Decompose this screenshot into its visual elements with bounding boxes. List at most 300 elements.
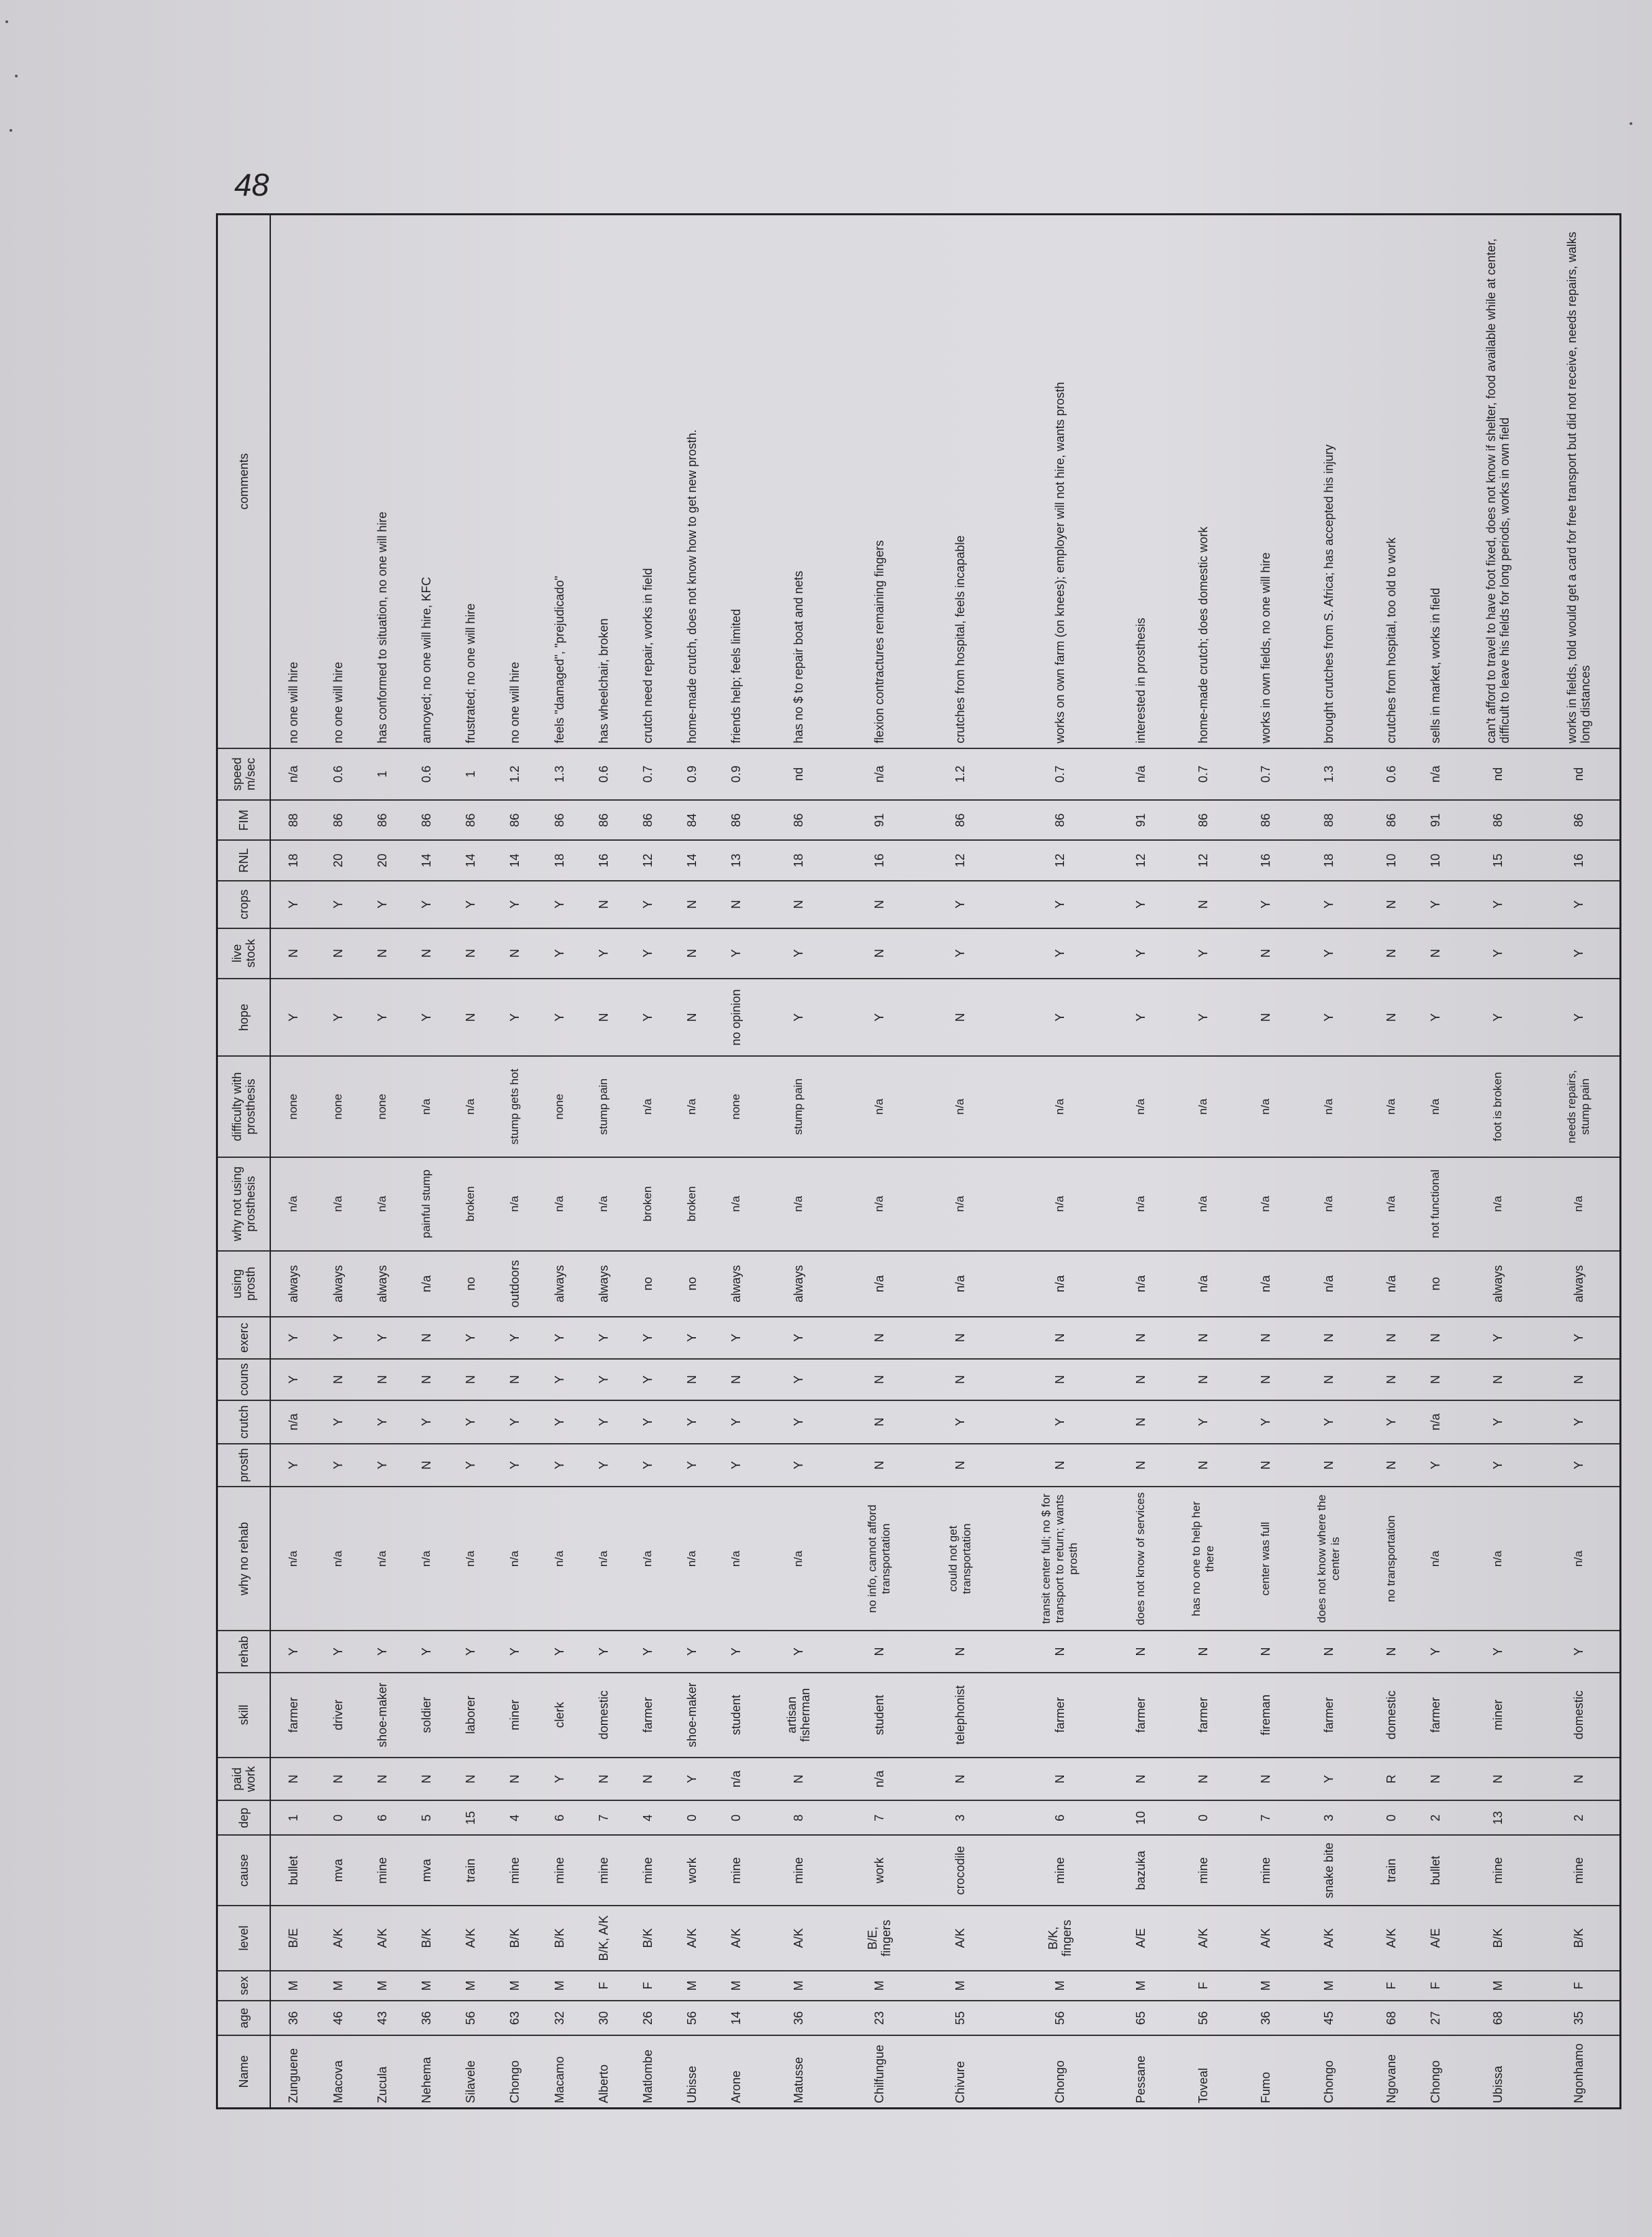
- table-cell: Y: [316, 881, 361, 928]
- name-cell: Zunguene: [287, 2048, 301, 2103]
- table-cell: 7: [839, 1800, 920, 1835]
- scan-speck: [10, 129, 12, 132]
- table-cell: 68: [1369, 2001, 1413, 2035]
- table-cell: always: [1539, 1251, 1620, 1317]
- table-cell: 86: [581, 800, 625, 840]
- name-cell: Chivure: [953, 2060, 968, 2103]
- table-cell: driver: [316, 1673, 361, 1758]
- table-cell: needs repairs, stump pain: [1539, 1056, 1620, 1157]
- table-cell: Y: [1413, 1631, 1457, 1672]
- table-cell: Y: [537, 881, 581, 928]
- table-cell: N: [361, 928, 405, 979]
- table-cell: Y: [361, 979, 405, 1056]
- table-cell: Y: [920, 1400, 1001, 1444]
- table-cell: N: [316, 1359, 361, 1400]
- table-cell: B/K: [1457, 1906, 1538, 1970]
- table-cell: mine: [758, 1835, 839, 1906]
- table-cell: Y: [1457, 1317, 1538, 1358]
- table-cell: 0.7: [1244, 748, 1288, 800]
- header-row: [218, 215, 270, 2107]
- table-cell: n/a: [839, 1758, 920, 1801]
- table-row: [1119, 215, 1163, 2107]
- column-header: difficulty with prosthesis: [218, 1056, 270, 1157]
- table-cell: miner: [493, 1673, 537, 1758]
- table-cell: N: [581, 881, 625, 928]
- table-cell: does not know where the center is: [1288, 1487, 1369, 1631]
- column-header: why no rehab: [218, 1487, 270, 1631]
- table-cell: n/a: [714, 1487, 758, 1631]
- table-row: [714, 215, 758, 2107]
- table-cell: n/a: [316, 1157, 361, 1251]
- table-cell: 23: [839, 2001, 920, 2035]
- table-cell: mine: [625, 1835, 669, 1906]
- name-cell: Fumo: [1259, 2071, 1273, 2103]
- table-cell: 86: [493, 800, 537, 840]
- table-cell: A/E: [1119, 1906, 1163, 1970]
- table-cell: broken: [669, 1157, 714, 1251]
- table-cell: N: [361, 1359, 405, 1400]
- table-cell: N: [669, 928, 714, 979]
- table-cell: N: [1288, 1631, 1369, 1672]
- table-cell: bazuka: [1119, 1835, 1163, 1906]
- table-cell: 16: [581, 840, 625, 880]
- table-cell: n/a: [316, 1487, 361, 1631]
- table-cell: Y: [1119, 979, 1163, 1056]
- comment-cell: annoyed; no one will hire, KFC: [405, 215, 449, 748]
- table-cell: N: [669, 1359, 714, 1400]
- table-cell: n/a: [493, 1487, 537, 1631]
- table-cell: Y: [581, 1400, 625, 1444]
- table-cell: Y: [1001, 979, 1118, 1056]
- table-cell: Y: [1539, 928, 1620, 979]
- table-cell: N: [1288, 1444, 1369, 1487]
- table-cell: N: [1163, 1444, 1244, 1487]
- table-cell: B/E, fingers: [839, 1906, 920, 1970]
- table-cell: N: [405, 928, 449, 979]
- table-cell: none: [316, 1056, 361, 1157]
- table-cell: n/a: [714, 1758, 758, 1801]
- table-cell: F: [1163, 1971, 1244, 2001]
- table-cell: Y: [537, 1631, 581, 1672]
- table-cell: foot is broken: [1457, 1056, 1538, 1157]
- table-cell: mine: [1163, 1835, 1244, 1906]
- table-cell: bullet: [270, 1835, 316, 1906]
- table-cell: M: [758, 1971, 839, 2001]
- table-cell: 88: [270, 800, 316, 840]
- table-cell: A/K: [669, 1906, 714, 1970]
- amputee-survey-table: [218, 215, 1619, 2107]
- table-cell: Y: [316, 1317, 361, 1358]
- table-cell: M: [537, 1971, 581, 2001]
- table-body: [270, 215, 1619, 2107]
- column-header: exerc: [218, 1317, 270, 1358]
- table-cell: 2: [1539, 1800, 1620, 1835]
- table-cell: n/a: [1457, 1157, 1538, 1251]
- column-header: prosth: [218, 1444, 270, 1487]
- table-cell: N: [1163, 1758, 1244, 1801]
- table-cell: n/a: [1288, 1056, 1369, 1157]
- table-cell: 86: [625, 800, 669, 840]
- table-cell: R: [1369, 1758, 1413, 1801]
- table-cell: 56: [449, 2001, 493, 2035]
- table-cell: n/a: [270, 1487, 316, 1631]
- table-cell: 0.6: [405, 748, 449, 800]
- table-cell: Y: [270, 881, 316, 928]
- table-cell: M: [1244, 1971, 1288, 2001]
- table-cell: N: [1457, 1758, 1538, 1801]
- table-cell: 35: [1539, 2001, 1620, 2035]
- table-cell: A/K: [1244, 1906, 1288, 1970]
- table-cell: Y: [537, 1317, 581, 1358]
- table-cell: M: [839, 1971, 920, 2001]
- column-header: speed m/sec: [218, 748, 270, 800]
- table-cell: Y: [839, 979, 920, 1056]
- table-cell: 13: [1457, 1800, 1538, 1835]
- table-cell: mine: [361, 1835, 405, 1906]
- table-cell: 0.6: [316, 748, 361, 800]
- table-cell: n/a: [537, 1157, 581, 1251]
- table-cell: M: [1457, 1971, 1538, 2001]
- data-table-frame: [216, 213, 1621, 2109]
- table-cell: Y: [1163, 979, 1244, 1056]
- table-row: [405, 215, 449, 2107]
- table-cell: n/a: [1413, 1487, 1457, 1631]
- table-cell: stump gets hot: [493, 1056, 537, 1157]
- table-cell: none: [270, 1056, 316, 1157]
- page-number: 48: [234, 167, 270, 202]
- table-cell: Y: [361, 881, 405, 928]
- table-cell: N: [449, 928, 493, 979]
- table-cell: Y: [1539, 1444, 1620, 1487]
- table-cell: N: [405, 1444, 449, 1487]
- comment-cell: works on own farm (on knees); employer will not hire, wants prosth: [1001, 215, 1118, 748]
- table-cell: N: [920, 979, 1001, 1056]
- table-cell: n/a: [1457, 1487, 1538, 1631]
- table-row: [316, 215, 361, 2107]
- table-cell: 91: [1119, 800, 1163, 840]
- column-header: couns: [218, 1359, 270, 1400]
- table-cell: Y: [493, 979, 537, 1056]
- table-cell: N: [1163, 1317, 1244, 1358]
- table-cell: domestic: [1369, 1673, 1413, 1758]
- table-cell: N: [714, 881, 758, 928]
- table-cell: n/a: [1539, 1157, 1620, 1251]
- table-cell: N: [361, 1758, 405, 1801]
- table-cell: B/E: [270, 1906, 316, 1970]
- table-cell: n/a: [920, 1157, 1001, 1251]
- table-cell: no transportation: [1369, 1487, 1413, 1631]
- comment-cell: home-made crutch, does not know how to get new prosth.: [669, 215, 714, 748]
- scan-speck: [15, 75, 18, 77]
- table-cell: 0: [1163, 1800, 1244, 1835]
- table-cell: N: [839, 881, 920, 928]
- table-cell: 86: [1539, 800, 1620, 840]
- table-cell: 1: [270, 1800, 316, 1835]
- table-cell: 86: [537, 800, 581, 840]
- name-cell: Chongo: [1428, 2060, 1442, 2103]
- table-cell: Y: [1288, 1758, 1369, 1801]
- table-cell: n/a: [839, 1251, 920, 1317]
- table-cell: M: [920, 1971, 1001, 2001]
- table-cell: 56: [1163, 2001, 1244, 2035]
- table-cell: 0.6: [1369, 748, 1413, 800]
- column-header: sex: [218, 1971, 270, 2001]
- column-header: RNL: [218, 840, 270, 880]
- comment-cell: crutches from hospital, too old to work: [1369, 215, 1413, 748]
- table-cell: n/a: [1244, 1157, 1288, 1251]
- table-cell: Y: [316, 979, 361, 1056]
- table-cell: Y: [581, 928, 625, 979]
- table-cell: work: [839, 1835, 920, 1906]
- table-cell: F: [1539, 1971, 1620, 2001]
- comment-cell: no one will hire: [316, 215, 361, 748]
- table-cell: Y: [1457, 928, 1538, 979]
- table-cell: Y: [493, 1317, 537, 1358]
- table-cell: 20: [316, 840, 361, 880]
- column-header: crutch: [218, 1400, 270, 1444]
- table-cell: 36: [1244, 2001, 1288, 2035]
- table-cell: Y: [1119, 881, 1163, 928]
- table-cell: always: [714, 1251, 758, 1317]
- table-cell: n/a: [361, 1487, 405, 1631]
- table-cell: 5: [405, 1800, 449, 1835]
- table-cell: transit center full; no $ for transport to return; wants prosth: [1001, 1487, 1118, 1631]
- table-cell: Y: [1119, 928, 1163, 979]
- name-cell: Ngovane: [1384, 2054, 1398, 2103]
- table-cell: B/K: [537, 1906, 581, 1970]
- table-cell: Y: [316, 1444, 361, 1487]
- table-cell: n/a: [1163, 1157, 1244, 1251]
- table-cell: 7: [1244, 1800, 1288, 1835]
- table-cell: nd: [1539, 748, 1620, 800]
- table-row: [493, 215, 537, 2107]
- table-cell: shoe-maker: [669, 1673, 714, 1758]
- column-header: live stock: [218, 928, 270, 979]
- table-cell: N: [1001, 1359, 1118, 1400]
- table-cell: 6: [1001, 1800, 1118, 1835]
- table-cell: Y: [920, 881, 1001, 928]
- table-cell: mine: [1539, 1835, 1620, 1906]
- table-cell: could not get transportation: [920, 1487, 1001, 1631]
- table-cell: 27: [1413, 2001, 1457, 2035]
- table-cell: n/a: [1539, 1487, 1620, 1631]
- table-cell: 86: [405, 800, 449, 840]
- table-cell: n/a: [758, 1487, 839, 1631]
- table-cell: has no one to help her there: [1163, 1487, 1244, 1631]
- table-cell: domestic: [581, 1673, 625, 1758]
- table-cell: M: [1119, 1971, 1163, 2001]
- comment-cell: frustrated; no one will hire: [449, 215, 493, 748]
- table-cell: N: [1539, 1758, 1620, 1801]
- table-cell: N: [316, 928, 361, 979]
- table-cell: N: [1001, 1758, 1118, 1801]
- table-cell: mine: [1244, 1835, 1288, 1906]
- table-cell: mine: [581, 1835, 625, 1906]
- table-cell: 0.7: [625, 748, 669, 800]
- table-row: [758, 215, 839, 2107]
- name-cell: Matusse: [791, 2056, 805, 2103]
- table-cell: 86: [714, 800, 758, 840]
- table-cell: n/a: [1001, 1056, 1118, 1157]
- table-row: [839, 215, 920, 2107]
- table-cell: N: [1369, 1359, 1413, 1400]
- table-cell: 10: [1413, 840, 1457, 880]
- table-cell: N: [1369, 928, 1413, 979]
- table-cell: Y: [669, 1317, 714, 1358]
- table-cell: Y: [714, 1444, 758, 1487]
- table-row: [1369, 215, 1413, 2107]
- table-cell: Y: [270, 1317, 316, 1358]
- column-header: level: [218, 1906, 270, 1970]
- table-cell: F: [625, 1971, 669, 2001]
- table-cell: Y: [493, 1631, 537, 1672]
- table-cell: student: [714, 1673, 758, 1758]
- table-cell: B/K: [625, 1906, 669, 1970]
- table-cell: A/K: [1288, 1906, 1369, 1970]
- scan-speck: [1630, 122, 1632, 125]
- comment-cell: home-made crutch; does domestic work: [1163, 215, 1244, 748]
- table-row: [1413, 215, 1457, 2107]
- table-cell: 15: [449, 1800, 493, 1835]
- table-cell: Y: [1457, 1631, 1538, 1672]
- table-cell: Y: [758, 928, 839, 979]
- table-cell: 86: [361, 800, 405, 840]
- table-cell: mine: [1001, 1835, 1118, 1906]
- table-cell: N: [1244, 928, 1288, 979]
- table-cell: N: [1369, 1317, 1413, 1358]
- table-cell: n/a: [405, 1251, 449, 1317]
- table-cell: Y: [625, 928, 669, 979]
- table-cell: Y: [316, 1400, 361, 1444]
- table-cell: Y: [449, 1631, 493, 1672]
- table-cell: N: [1244, 1631, 1288, 1672]
- table-cell: Y: [405, 979, 449, 1056]
- table-cell: N: [449, 1758, 493, 1801]
- table-cell: n/a: [1369, 1251, 1413, 1317]
- table-cell: M: [361, 1971, 405, 2001]
- table-cell: N: [758, 881, 839, 928]
- table-cell: 86: [1457, 800, 1538, 840]
- comment-cell: brought crutches from S. Africa; has accepted his injury: [1288, 215, 1369, 748]
- table-cell: farmer: [1001, 1673, 1118, 1758]
- table-cell: Y: [920, 928, 1001, 979]
- table-cell: farmer: [1288, 1673, 1369, 1758]
- table-cell: 30: [581, 2001, 625, 2035]
- table-cell: Y: [625, 1444, 669, 1487]
- table-row: [920, 215, 1001, 2107]
- table-cell: none: [714, 1056, 758, 1157]
- table-row: [1163, 215, 1244, 2107]
- table-cell: 10: [1369, 840, 1413, 880]
- table-cell: Y: [1288, 928, 1369, 979]
- table-cell: 56: [1001, 2001, 1118, 2035]
- table-cell: n/a: [1288, 1251, 1369, 1317]
- table-cell: 20: [361, 840, 405, 880]
- table-cell: 86: [316, 800, 361, 840]
- table-cell: work: [669, 1835, 714, 1906]
- table-cell: 12: [1001, 840, 1118, 880]
- table-cell: Y: [1539, 1631, 1620, 1672]
- column-header: cause: [218, 1835, 270, 1906]
- table-cell: Y: [758, 979, 839, 1056]
- table-cell: 16: [839, 840, 920, 880]
- table-cell: Y: [669, 1631, 714, 1672]
- table-cell: laborer: [449, 1673, 493, 1758]
- table-cell: crocodile: [920, 1835, 1001, 1906]
- table-cell: F: [1369, 1971, 1413, 2001]
- table-cell: 3: [920, 1800, 1001, 1835]
- table-cell: clerk: [537, 1673, 581, 1758]
- table-cell: 91: [1413, 800, 1457, 840]
- table-cell: n/a: [1369, 1056, 1413, 1157]
- table-cell: N: [1413, 1359, 1457, 1400]
- table-cell: n/a: [405, 1056, 449, 1157]
- table-cell: Y: [1288, 979, 1369, 1056]
- table-cell: N: [839, 1359, 920, 1400]
- table-cell: Y: [361, 1444, 405, 1487]
- column-header: comments: [218, 215, 270, 748]
- table-cell: 3: [1288, 1800, 1369, 1835]
- table-cell: mva: [316, 1835, 361, 1906]
- comment-cell: works in fields, told would get a card for free transport but did not receive, needs repairs, walks long distances: [1539, 215, 1620, 748]
- table-cell: center was full: [1244, 1487, 1288, 1631]
- column-header: hope: [218, 979, 270, 1056]
- table-cell: Y: [493, 881, 537, 928]
- table-row: [1244, 215, 1288, 2107]
- table-cell: n/a: [1244, 1056, 1288, 1157]
- table-cell: 6: [361, 1800, 405, 1835]
- table-cell: Y: [405, 1631, 449, 1672]
- table-row: [581, 215, 625, 2107]
- table-cell: N: [1413, 928, 1457, 979]
- column-header: skill: [218, 1673, 270, 1758]
- table-cell: Y: [1539, 881, 1620, 928]
- table-row: [1288, 215, 1369, 2107]
- table-row: [669, 215, 714, 2107]
- table-cell: A/E: [1413, 1906, 1457, 1970]
- table-cell: n/a: [1413, 1056, 1457, 1157]
- table-cell: Y: [1539, 1317, 1620, 1358]
- name-cell: Matlombe: [640, 2049, 655, 2103]
- table-cell: n/a: [1413, 1400, 1457, 1444]
- name-cell: Silavele: [464, 2060, 478, 2103]
- table-cell: Y: [1369, 1400, 1413, 1444]
- comment-cell: sells in market, works in field: [1413, 215, 1457, 748]
- table-cell: 16: [1539, 840, 1620, 880]
- table-cell: N: [493, 1758, 537, 1801]
- table-row: [270, 215, 316, 2107]
- comment-cell: friends help; feels limited: [714, 215, 758, 748]
- table-cell: 12: [625, 840, 669, 880]
- table-cell: 36: [405, 2001, 449, 2035]
- table-cell: N: [1244, 1359, 1288, 1400]
- table-cell: Y: [625, 979, 669, 1056]
- table-cell: n/a: [1369, 1157, 1413, 1251]
- table-cell: Y: [581, 1444, 625, 1487]
- table-cell: Y: [758, 1317, 839, 1358]
- table-cell: 86: [1001, 800, 1118, 840]
- comment-cell: works in own fields, no one will hire: [1244, 215, 1288, 748]
- table-cell: N: [493, 928, 537, 979]
- table-cell: M: [1001, 1971, 1118, 2001]
- rotated-table-container: [218, 211, 1623, 2107]
- table-cell: Y: [449, 1317, 493, 1358]
- table-cell: 2: [1413, 1800, 1457, 1835]
- table-cell: Y: [581, 1631, 625, 1672]
- table-cell: Y: [758, 1444, 839, 1487]
- table-cell: Y: [270, 979, 316, 1056]
- table-cell: 32: [537, 2001, 581, 2035]
